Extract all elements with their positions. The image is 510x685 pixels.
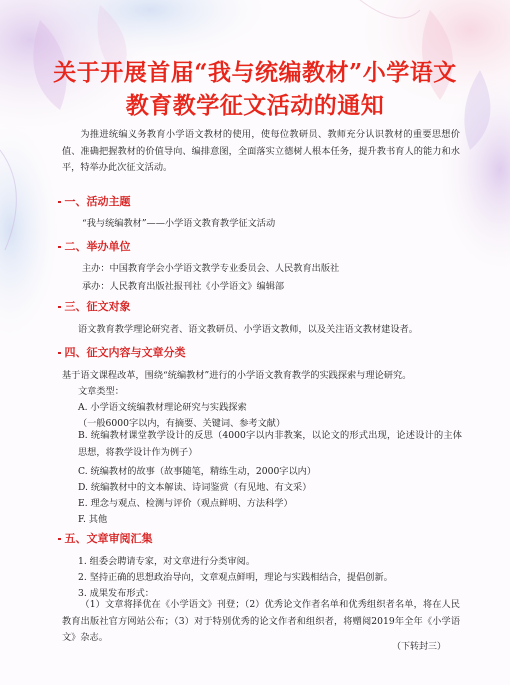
section-heading-5: 五、文章审阅汇集 [56, 530, 153, 546]
content-intro: 基于语文课程改革，围绕“统编教材”进行的小学语文教育教学的实践探索与理论研究。 [62, 370, 412, 381]
continued-note: （下转封三） [391, 642, 446, 652]
organizer: 承办：人民教育出版社报刊社《小学语文》编辑部 [82, 281, 285, 292]
article-type-e: E. 理念与观点、检测与评价（观点鲜明、方法科学） [78, 498, 293, 509]
bullet-square-icon [58, 352, 61, 355]
review-item-2: 2. 坚持正确的思想政治导向，文章观点鲜明，理论与实践相结合，提倡创新。 [78, 572, 393, 583]
publication-forms: （1）文章将择优在《小学语文》刊登；（2）优秀论文作者名单和优秀组织者名单，将在人民教育出版社官方网站公布；（3）对于特别优秀的论文作者和组织者，将赠阅2019年全年《小学语文》杂志。 [62, 599, 460, 643]
article-type-a-note: （一般6000字以内，有摘要、关键词、参考文献） [78, 418, 286, 429]
article-type-c: C. 统编教材的故事（故事随笔，精练生动，2000字以内） [78, 466, 317, 477]
host-organizations: 主办：中国教育学会小学语文教学专业委员会、人民教育出版社 [82, 263, 340, 274]
article-type-a: A. 小学语文统编教材理论研究与实践探索 [78, 402, 247, 413]
section-heading-3: 三、征文对象 [56, 298, 131, 314]
activity-theme: “我与统编教材”——小学语文教育教学征文活动 [82, 218, 276, 229]
bullet-square-icon [58, 538, 61, 541]
section-heading-2: 二、举办单位 [56, 238, 131, 254]
title-line-2: 教育教学征文活动的通知 [125, 92, 385, 119]
section-heading-1: 一、活动主题 [56, 193, 131, 209]
intro-paragraph: 为推进统编义务教育小学语文教材的使用，使每位教研员、教师充分认识教材的重要思想价值、准确把握教材的价值导向、编排意图，全面落实立德树人根本任务，提升教书育人的能力和水平，特举办此次征文活动。 [62, 129, 460, 173]
article-type-b: B. 统编教材课堂教学设计的反思（4000字以内非教案，以论文的形式出现，论述设计的主体思想，将教学设计作为例子） [78, 430, 462, 458]
bullet-square-icon [58, 201, 61, 204]
article-types-label: 文章类型： [78, 386, 124, 397]
title-line-1: 关于开展首届“我与统编教材”小学语文 [53, 59, 457, 86]
review-item-1: 1. 组委会聘请专家，对文章进行分类审阅。 [78, 556, 256, 567]
review-item-3: 3. 成果发布形式： [78, 588, 154, 599]
section-heading-4: 四、征文内容与文章分类 [56, 344, 186, 360]
article-type-f: F. 其他 [78, 514, 108, 525]
article-type-d: D. 统编教材中的文本解读、诗词鉴赏（有见地、有文采） [78, 482, 312, 493]
bullet-square-icon [58, 246, 61, 249]
bullet-square-icon [58, 306, 61, 309]
target-audience: 语文教育教学理论研究者、语文教研员、小学语文教师，以及关注语文教材建设者。 [78, 324, 418, 335]
